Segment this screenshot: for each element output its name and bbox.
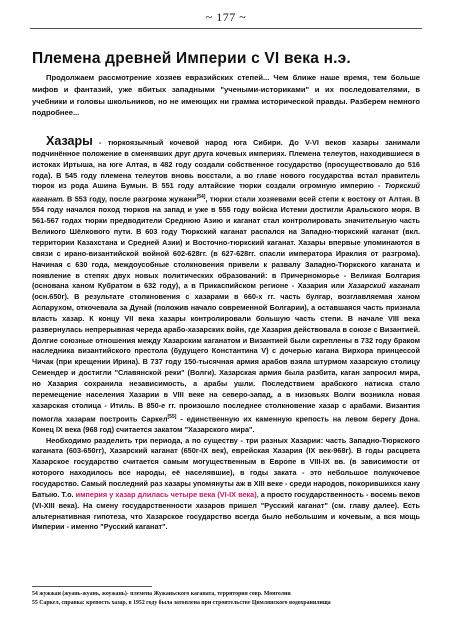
intro-paragraph: Продолжаем рассмотрение хозяев евразийских степей... Чем ближе наше время, тем больше мифов и фантазий, уже вбитых западными "учеными-историками" и их последователями, в учебники и головы школьников, но не имеющих ни грамма исторической правды. Разберем немного подробнее... (32, 73, 420, 118)
highlight-link[interactable]: империя у хазар длилась четыре века (VI-IX века), (75, 489, 259, 499)
footnote-ref-55[interactable]: [55] (167, 413, 177, 420)
footnote-rule (32, 586, 152, 587)
footnote-ref-54[interactable]: [54] (196, 194, 206, 201)
khazars-paragraph-1 (32, 136, 420, 436)
text-run: а просто государственность - восемь веков (VI-XIII века). На смену государственности хазаров пришел "Русский каганат" (см. главу далее). Есть альтернативная гипотеза, что Хазарское государство всегда было небольшим и кочевым, а вся мощь Империи - именно "Русский каганат". (32, 489, 420, 532)
footnote-54: 54 жужжан (жуань-жуань, жоужань)- племена Жужаньского каганата, территория совр. Монголии (32, 591, 291, 597)
term-khazar-khaganate: Хазарский каганат (348, 281, 420, 291)
chapter-title: Племена древней Империи с VI века н.э. (32, 50, 351, 67)
text-run: Необходимо разделить три периода, а по существу - три разных Хазарии: часть Западно-Тюркского каганата (603-650гг), Хазарский каганат (650г-IX век), еврейская Хазария (IX век-968г). В годы расцвета Хазарское государство считается самым могущественным в Европе в VIII-IX вв. (в зависимости от которого находилось все народы, её населявшие), в годы заката - это небольшое полукочевое государство. Самый последний раз хазары упомянуты аж в XIII веке - среди народов, покорившихся хану Батыю. Т.о. (32, 435, 420, 499)
text-run: В 553 году, после разгрома жужани (64, 194, 197, 204)
term-turkic-khaganate: Тюркский каганат. (32, 181, 420, 204)
text-run: - единственную их каменную крепость на левом берегу Дона. Конец IX века (968 год) считается закатом "Хазарского мира". (32, 413, 420, 434)
footnote-55: 55 Саркел, справка: крепость хазар, в 1952 году была затоплена при строительстве Цимлянского водохранилища (32, 599, 331, 606)
text-run: , тюрки стали хозяевами всей степи к востоку от Алтая. В 554 году начался поход тюрков на запад и уже в 555 году войска Истеми достигли Аральского моря. В 561-567 годах тюрки предводители Среднюю Азию и каганат стал контролировать значительную часть Великого Шёлкового пути. В 603 году Тюркский каганат распался на Западно-тюркский каганат (вкл. территории Казахстана и Средней Азии) и Восточно-тюркский каганат. Хазары впервые упоминаются в связи с ирано-византийской войной 602-628гг. (в 627-628гг. спасли императора Ираклия от разгрома). Начиная с 630 года, междоусобные столкновения привели к развалу Западно-Тюркского каганата и появление в степях двух новых политических образований: в Причерноморье - Великая Болгария (основана ханом Кубратом в 632 году), а в Прикаспийском регионе - Хазария или (32, 194, 421, 291)
text-run: - тюркоязычный кочевой народ юга Сибири. До V-VI веков хазары занимали подчинённое положение в сменявших друг друга кочевых империях. Племена телеутов, находившиеся в истоках Иртыша, на юге Алтая, в 482 году создали собственное государство (просуществовало до 516 года). В 545 году племена телеутов вновь восстали, а во главе нового государства встал правитель тюрок из рода Ашина Бумын. В 551 году алтайские тюрки создали огромную империю - (32, 138, 420, 191)
text-run: (осн.650г). В результате столкновения с хазарами в 660-х гг. часть булгар, возглавляемая ханом Аспарухом, откочевала за Дунай (положив начало современной Болгарии), а оставшаяся часть признала власть хазар. К концу VII века хазары контролировали большую часть степи. В начале VIII века развернулась непрерывная череда арабо-хазарских войн, где Хазария действовала в союзе с Византией. Долгие союзные отношения между Хазарским каганатом и Византией были скреплены в 732 году браком наследника византийского престола (будущего Константина V) с дочерью кагана Вирхора принцессой Чичак (при крещении Ирина). В 737 году 150-тысячная армия арабов взяла штурмом хазарскую столицу Семендер и достигли "Славянской реки" (Волги). Хазарская армия была разбита, каган запросил мира, но Хазария сохранила независимость, а арабы ушли. Последствием арабского натиска стало перемещение населения Хазарии в VIII веке на северо-запад, а в низовьях Волги возникла новая хазарская столица - Итиль. В 850-е гг. произошло последнее столкновение хазар с арабами. Византия помогла хазарам построить Саркел (32, 292, 420, 423)
khazars-paragraph-2 (32, 436, 420, 534)
header-rule (30, 28, 422, 29)
term-khazars: Хазары (46, 134, 93, 148)
footnotes (32, 590, 420, 607)
page-number: ~ 177 ~ (205, 10, 247, 24)
khazars-section (32, 136, 420, 533)
